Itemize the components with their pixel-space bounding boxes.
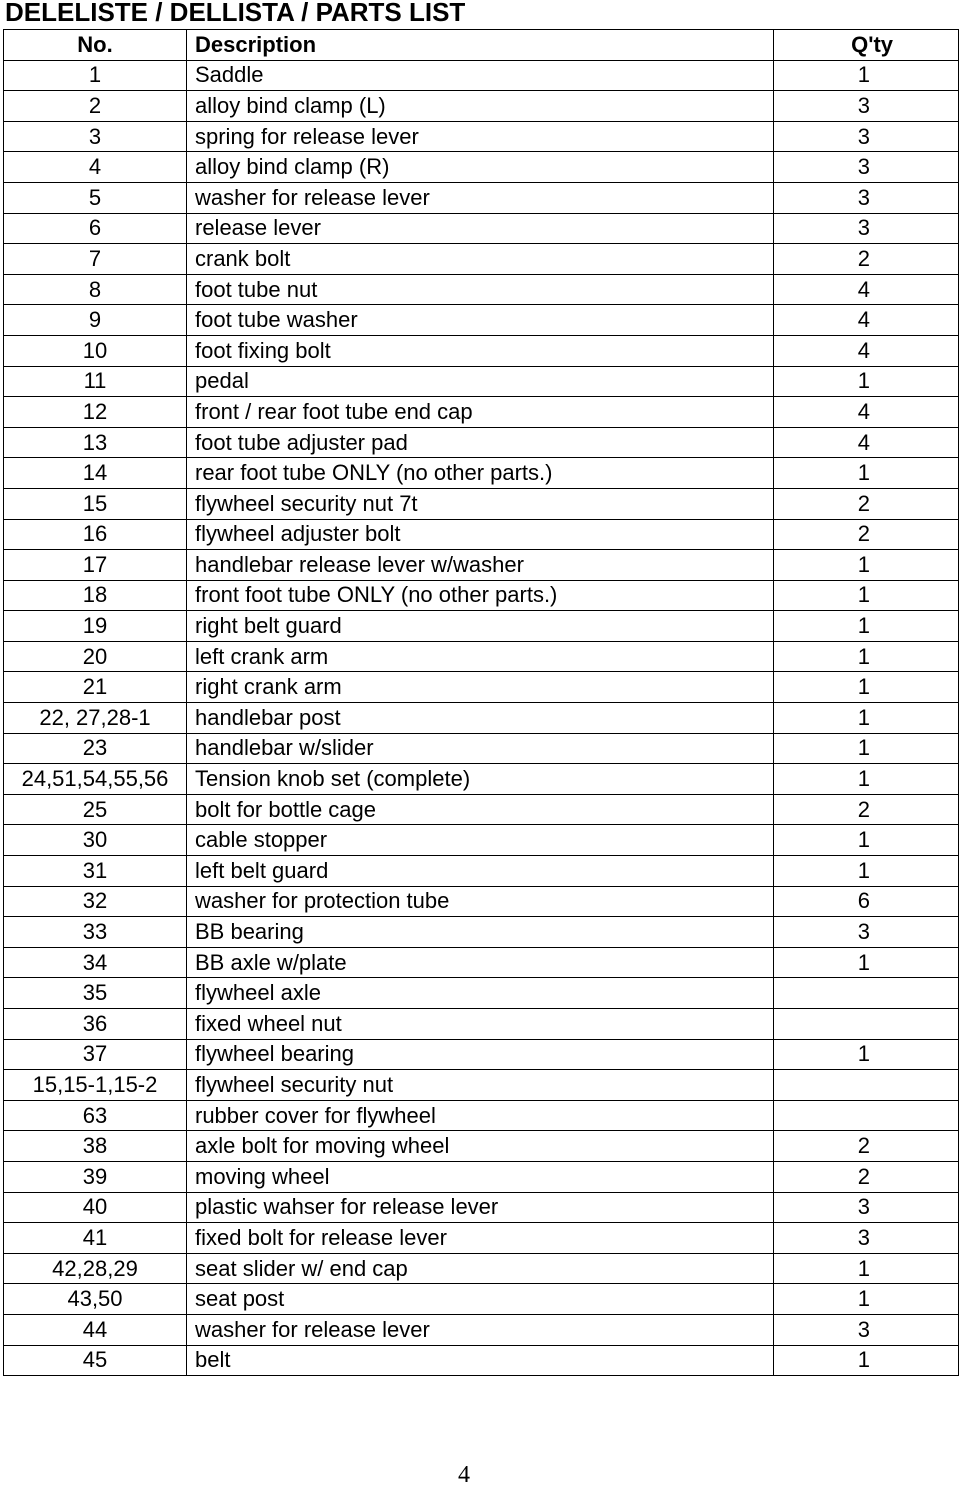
part-description-cell: rear foot tube ONLY (no other parts.) bbox=[187, 458, 774, 489]
table-row bbox=[4, 1284, 959, 1315]
part-number-cell: 18 bbox=[4, 580, 187, 611]
part-description-cell: seat post bbox=[187, 1284, 774, 1315]
table-row bbox=[4, 91, 959, 122]
part-description-cell: bolt for bottle cage bbox=[187, 794, 774, 825]
table-row bbox=[4, 182, 959, 213]
part-description-cell: crank bolt bbox=[187, 244, 774, 275]
table-row bbox=[4, 611, 959, 642]
table-row bbox=[4, 1131, 959, 1162]
table-row bbox=[4, 152, 959, 183]
table-row bbox=[4, 703, 959, 734]
part-quantity-cell: 2 bbox=[774, 519, 959, 550]
part-number-cell: 4 bbox=[4, 152, 187, 183]
table-row bbox=[4, 1009, 959, 1040]
part-quantity-cell bbox=[774, 1070, 959, 1101]
part-quantity-cell: 1 bbox=[774, 580, 959, 611]
table-row bbox=[4, 397, 959, 428]
part-quantity-cell: 1 bbox=[774, 733, 959, 764]
part-description-cell: left crank arm bbox=[187, 641, 774, 672]
part-number-cell: 10 bbox=[4, 335, 187, 366]
part-quantity-cell: 1 bbox=[774, 703, 959, 734]
part-description-cell: plastic wahser for release lever bbox=[187, 1192, 774, 1223]
part-description-cell: pedal bbox=[187, 366, 774, 397]
parts-table bbox=[3, 29, 959, 1376]
table-row bbox=[4, 947, 959, 978]
part-number-cell: 17 bbox=[4, 550, 187, 581]
part-description-cell: axle bolt for moving wheel bbox=[187, 1131, 774, 1162]
part-description-cell: washer for release lever bbox=[187, 182, 774, 213]
part-number-cell: 8 bbox=[4, 274, 187, 305]
part-number-cell: 32 bbox=[4, 886, 187, 917]
part-description-cell: foot tube nut bbox=[187, 274, 774, 305]
part-number-cell: 41 bbox=[4, 1223, 187, 1254]
part-description-cell: handlebar w/slider bbox=[187, 733, 774, 764]
part-quantity-cell: 3 bbox=[774, 917, 959, 948]
table-row bbox=[4, 488, 959, 519]
part-number-cell: 23 bbox=[4, 733, 187, 764]
part-number-cell: 5 bbox=[4, 182, 187, 213]
part-quantity-cell: 2 bbox=[774, 1161, 959, 1192]
table-row bbox=[4, 1100, 959, 1131]
part-quantity-cell: 4 bbox=[774, 274, 959, 305]
part-quantity-cell: 1 bbox=[774, 1345, 959, 1376]
table-row bbox=[4, 1192, 959, 1223]
part-number-cell: 13 bbox=[4, 427, 187, 458]
part-description-cell: front / rear foot tube end cap bbox=[187, 397, 774, 428]
part-quantity-cell: 4 bbox=[774, 427, 959, 458]
part-number-cell: 39 bbox=[4, 1161, 187, 1192]
table-row bbox=[4, 366, 959, 397]
part-number-cell: 22, 27,28-1 bbox=[4, 703, 187, 734]
part-description-cell: fixed bolt for release lever bbox=[187, 1223, 774, 1254]
part-description-cell: flywheel bearing bbox=[187, 1039, 774, 1070]
part-quantity-cell: 1 bbox=[774, 672, 959, 703]
part-number-cell: 45 bbox=[4, 1345, 187, 1376]
part-quantity-cell bbox=[774, 1009, 959, 1040]
part-description-cell: flywheel axle bbox=[187, 978, 774, 1009]
part-description-cell: foot tube adjuster pad bbox=[187, 427, 774, 458]
part-number-cell: 37 bbox=[4, 1039, 187, 1070]
part-description-cell: right belt guard bbox=[187, 611, 774, 642]
part-description-cell: moving wheel bbox=[187, 1161, 774, 1192]
part-quantity-cell: 1 bbox=[774, 641, 959, 672]
part-quantity-cell: 1 bbox=[774, 1039, 959, 1070]
part-quantity-cell: 3 bbox=[774, 152, 959, 183]
part-description-cell: fixed wheel nut bbox=[187, 1009, 774, 1040]
part-number-cell: 36 bbox=[4, 1009, 187, 1040]
part-number-cell: 21 bbox=[4, 672, 187, 703]
part-quantity-cell: 3 bbox=[774, 213, 959, 244]
part-number-cell: 30 bbox=[4, 825, 187, 856]
table-row bbox=[4, 764, 959, 795]
part-number-cell: 44 bbox=[4, 1314, 187, 1345]
part-quantity-cell: 3 bbox=[774, 182, 959, 213]
part-description-cell: foot fixing bolt bbox=[187, 335, 774, 366]
part-description-cell: release lever bbox=[187, 213, 774, 244]
table-row bbox=[4, 213, 959, 244]
part-number-cell: 35 bbox=[4, 978, 187, 1009]
part-description-cell: seat slider w/ end cap bbox=[187, 1253, 774, 1284]
table-row bbox=[4, 1345, 959, 1376]
table-row bbox=[4, 274, 959, 305]
table-row bbox=[4, 244, 959, 275]
table-row bbox=[4, 1039, 959, 1070]
part-quantity-cell: 6 bbox=[774, 886, 959, 917]
part-number-cell: 25 bbox=[4, 794, 187, 825]
table-row bbox=[4, 305, 959, 336]
part-number-cell: 19 bbox=[4, 611, 187, 642]
part-number-cell: 9 bbox=[4, 305, 187, 336]
table-row bbox=[4, 60, 959, 91]
header-no: No. bbox=[4, 30, 187, 61]
part-description-cell: alloy bind clamp (R) bbox=[187, 152, 774, 183]
part-quantity-cell: 1 bbox=[774, 1253, 959, 1284]
page-title: DELELISTE / DELLISTA / PARTS LIST bbox=[5, 0, 466, 27]
part-quantity-cell: 1 bbox=[774, 947, 959, 978]
table-row bbox=[4, 1253, 959, 1284]
part-quantity-cell: 1 bbox=[774, 60, 959, 91]
part-number-cell: 7 bbox=[4, 244, 187, 275]
part-description-cell: belt bbox=[187, 1345, 774, 1376]
part-description-cell: washer for protection tube bbox=[187, 886, 774, 917]
table-row bbox=[4, 856, 959, 887]
part-number-cell: 2 bbox=[4, 91, 187, 122]
table-row bbox=[4, 978, 959, 1009]
part-number-cell: 1 bbox=[4, 60, 187, 91]
part-quantity-cell: 3 bbox=[774, 1192, 959, 1223]
table-row bbox=[4, 794, 959, 825]
part-number-cell: 12 bbox=[4, 397, 187, 428]
part-quantity-cell: 2 bbox=[774, 1131, 959, 1162]
page-number: 4 bbox=[458, 1462, 470, 1488]
part-description-cell: handlebar release lever w/washer bbox=[187, 550, 774, 581]
part-quantity-cell: 1 bbox=[774, 611, 959, 642]
table-row bbox=[4, 335, 959, 366]
table-row bbox=[4, 519, 959, 550]
part-quantity-cell: 1 bbox=[774, 458, 959, 489]
part-number-cell: 3 bbox=[4, 121, 187, 152]
table-row bbox=[4, 733, 959, 764]
table-row bbox=[4, 825, 959, 856]
part-description-cell: cable stopper bbox=[187, 825, 774, 856]
part-description-cell: Saddle bbox=[187, 60, 774, 91]
part-quantity-cell: 1 bbox=[774, 1284, 959, 1315]
part-quantity-cell bbox=[774, 978, 959, 1009]
part-quantity-cell bbox=[774, 1100, 959, 1131]
part-quantity-cell: 4 bbox=[774, 305, 959, 336]
part-quantity-cell: 2 bbox=[774, 488, 959, 519]
part-quantity-cell: 1 bbox=[774, 825, 959, 856]
part-description-cell: right crank arm bbox=[187, 672, 774, 703]
part-number-cell: 33 bbox=[4, 917, 187, 948]
part-quantity-cell: 1 bbox=[774, 366, 959, 397]
part-number-cell: 31 bbox=[4, 856, 187, 887]
part-description-cell: flywheel security nut bbox=[187, 1070, 774, 1101]
table-row bbox=[4, 886, 959, 917]
table-row bbox=[4, 121, 959, 152]
part-number-cell: 42,28,29 bbox=[4, 1253, 187, 1284]
part-description-cell: alloy bind clamp (L) bbox=[187, 91, 774, 122]
table-row bbox=[4, 580, 959, 611]
part-number-cell: 14 bbox=[4, 458, 187, 489]
part-quantity-cell: 3 bbox=[774, 1223, 959, 1254]
part-quantity-cell: 1 bbox=[774, 856, 959, 887]
table-row bbox=[4, 1314, 959, 1345]
part-description-cell: handlebar post bbox=[187, 703, 774, 734]
part-quantity-cell: 3 bbox=[774, 121, 959, 152]
table-header-row bbox=[4, 30, 959, 61]
part-description-cell: rubber cover for flywheel bbox=[187, 1100, 774, 1131]
table-row bbox=[4, 1070, 959, 1101]
part-quantity-cell: 4 bbox=[774, 397, 959, 428]
part-description-cell: washer for release lever bbox=[187, 1314, 774, 1345]
part-number-cell: 38 bbox=[4, 1131, 187, 1162]
table-row bbox=[4, 641, 959, 672]
part-number-cell: 15 bbox=[4, 488, 187, 519]
part-quantity-cell: 3 bbox=[774, 91, 959, 122]
part-description-cell: flywheel adjuster bolt bbox=[187, 519, 774, 550]
part-description-cell: front foot tube ONLY (no other parts.) bbox=[187, 580, 774, 611]
part-number-cell: 34 bbox=[4, 947, 187, 978]
header-qty: Q'ty bbox=[774, 30, 959, 61]
part-description-cell: BB axle w/plate bbox=[187, 947, 774, 978]
table-row bbox=[4, 1161, 959, 1192]
part-description-cell: Tension knob set (complete) bbox=[187, 764, 774, 795]
table-row bbox=[4, 458, 959, 489]
table-row bbox=[4, 550, 959, 581]
part-quantity-cell: 2 bbox=[774, 244, 959, 275]
table-row bbox=[4, 917, 959, 948]
part-number-cell: 11 bbox=[4, 366, 187, 397]
part-number-cell: 24,51,54,55,56 bbox=[4, 764, 187, 795]
table-row bbox=[4, 1223, 959, 1254]
part-quantity-cell: 1 bbox=[774, 550, 959, 581]
part-number-cell: 16 bbox=[4, 519, 187, 550]
part-description-cell: flywheel security nut 7t bbox=[187, 488, 774, 519]
part-number-cell: 6 bbox=[4, 213, 187, 244]
part-quantity-cell: 3 bbox=[774, 1314, 959, 1345]
header-description: Description bbox=[187, 30, 774, 61]
part-number-cell: 63 bbox=[4, 1100, 187, 1131]
part-number-cell: 40 bbox=[4, 1192, 187, 1223]
part-description-cell: BB bearing bbox=[187, 917, 774, 948]
part-description-cell: foot tube washer bbox=[187, 305, 774, 336]
part-quantity-cell: 1 bbox=[774, 764, 959, 795]
part-number-cell: 20 bbox=[4, 641, 187, 672]
table-row bbox=[4, 427, 959, 458]
part-quantity-cell: 2 bbox=[774, 794, 959, 825]
part-number-cell: 15,15-1,15-2 bbox=[4, 1070, 187, 1101]
table-row bbox=[4, 672, 959, 703]
part-quantity-cell: 4 bbox=[774, 335, 959, 366]
part-description-cell: spring for release lever bbox=[187, 121, 774, 152]
parts-table-body bbox=[4, 60, 959, 1376]
part-number-cell: 43,50 bbox=[4, 1284, 187, 1315]
part-description-cell: left belt guard bbox=[187, 856, 774, 887]
